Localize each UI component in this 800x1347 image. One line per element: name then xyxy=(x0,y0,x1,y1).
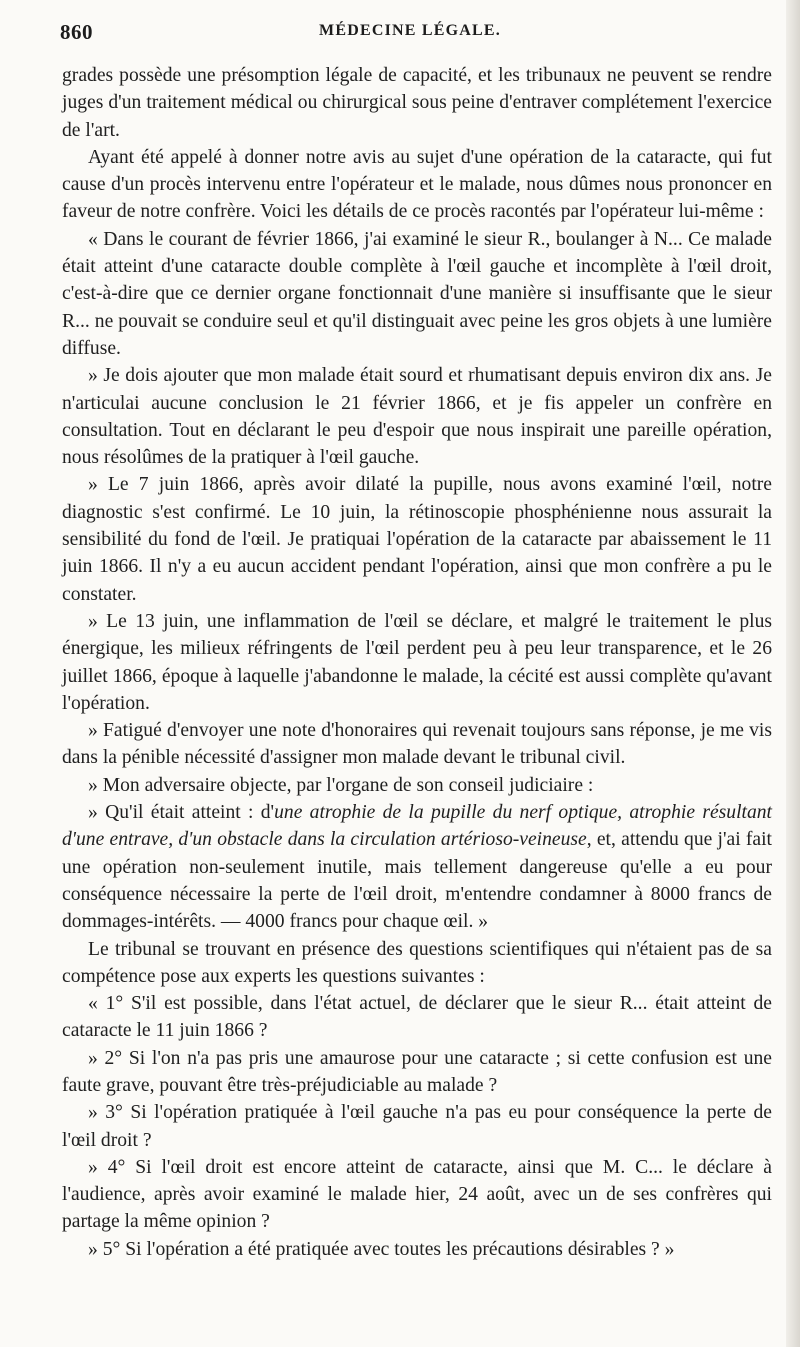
page-number: 860 xyxy=(60,20,93,44)
paragraph: grades possède une présomption légale de capacité, et les tribunaux ne peuvent se rendre juges d'un traitement médical ou chirurgical sous peine d'entraver complétement l'exercice de l'art. xyxy=(62,65,772,141)
page-edge-shadow xyxy=(786,0,800,1347)
paragraph: » Fatigué d'envoyer une note d'honoraires qui revenait toujours sans réponse, je me vis dans la pénible nécessité d'assigner mon malade devant le tribunal civil. xyxy=(62,720,772,769)
paragraph: » Le 7 juin 1866, après avoir dilaté la pupille, nous avons examiné l'œil, notre diagnostic s'est confirmé. Le 10 juin, la rétinoscopie phosphénienne nous assurait la sensibilité du fond de l'œil. Je pratiquai l'opération de la cataracte par abaissement le 11 juin 1866. Il n'y a eu aucun accident pendant l'opération, ainsi que mon confrère a pu le constater. xyxy=(62,474,772,605)
paragraph: Le tribunal se trouvant en présence des questions scientifiques qui n'étaient pas de sa compétence pose aux experts les questions suivantes : xyxy=(62,938,772,987)
claim-text-end: , et, attendu que j'ai fait une opération non-seulement inutile, mais tellement dangereuse qu'elle a eu pour conséquence nécessaire la perte de l'œil droit, m'entendre condamner à 8000 francs de dommages-intérêts. — 4000 francs pour chaque œil. » xyxy=(62,829,772,933)
question-item: » 4° Si l'œil droit est encore atteint de cataracte, ainsi que M. C... le déclare à l'audience, après avoir examiné le malade hier, 24 août, avec un de ses confrères qui partage la même opinion ? xyxy=(62,1156,772,1233)
paragraph-claim xyxy=(62,799,772,935)
running-head: MÉDECINE LÉGALE. xyxy=(319,22,501,39)
paragraph: » Le 13 juin, une inflammation de l'œil se déclare, et malgré le traitement le plus énergique, les milieux réfringents de l'œil perdent peu à peu leur transparence, et le 26 juillet 1866, époque à laquelle j'abandonne le malade, la cécité est aussi complète qu'avant l'opération. xyxy=(62,610,772,714)
claim-italic-text: une atrophie de la pupille du nerf optique, atrophie résultant d'une entrave, d'un obstacle dans la circulation artérioso-veineuse xyxy=(62,802,772,851)
paragraph: » Je dois ajouter que mon malade était sourd et rhumatisant depuis environ dix ans. Je n'articulai aucune conclusion le 21 février 1866, et je fis appeler un confrère en consultation. Tout en déclarant le peu d'espoir que nous inspirait une pareille opération, nous résolûmes de la pratiquer à l'œil gauche. xyxy=(62,365,772,469)
paragraph: Ayant été appelé à donner notre avis au sujet d'une opération de la cataracte, qui fut cause d'un procès intervenu entre l'opérateur et le malade, nous dûmes nous prononcer en faveur de notre confrère. Voici les détails de ce procès racontés par l'opérateur lui-même : xyxy=(62,146,772,223)
page-header xyxy=(60,16,760,46)
question-item: « 1° S'il est possible, dans l'état actuel, de déclarer que le sieur R... était atteint de cataracte le 11 juin 1866 ? xyxy=(62,993,772,1042)
paragraph: « Dans le courant de février 1866, j'ai examiné le sieur R., boulanger à N... Ce malade était atteint d'une cataracte double complète à l'œil gauche et incomplète à l'œil droit, c'est-à-dire que ce dernier organe fonctionnait d'une manière si insuffisante que le sieur R... ne pouvait se conduire seul et qu'il distinguait avec peine les gros objets à une lumière diffuse. xyxy=(62,228,772,359)
question-item: » 3° Si l'opération pratiquée à l'œil gauche n'a pas eu pour conséquence la perte de l'œil droit ? xyxy=(62,1102,772,1151)
body-text xyxy=(62,62,772,1263)
question-item: » 5° Si l'opération a été pratiquée avec toutes les précautions désirables ? » xyxy=(88,1238,675,1260)
paragraph: » Mon adversaire objecte, par l'organe de son conseil judiciaire : xyxy=(88,774,594,796)
claim-text: » Qu'il était atteint : d' xyxy=(88,802,275,824)
question-item: » 2° Si l'on n'a pas pris une amaurose pour une cataracte ; si cette confusion est une faute grave, pouvant être très-préjudiciable au malade ? xyxy=(62,1047,772,1096)
